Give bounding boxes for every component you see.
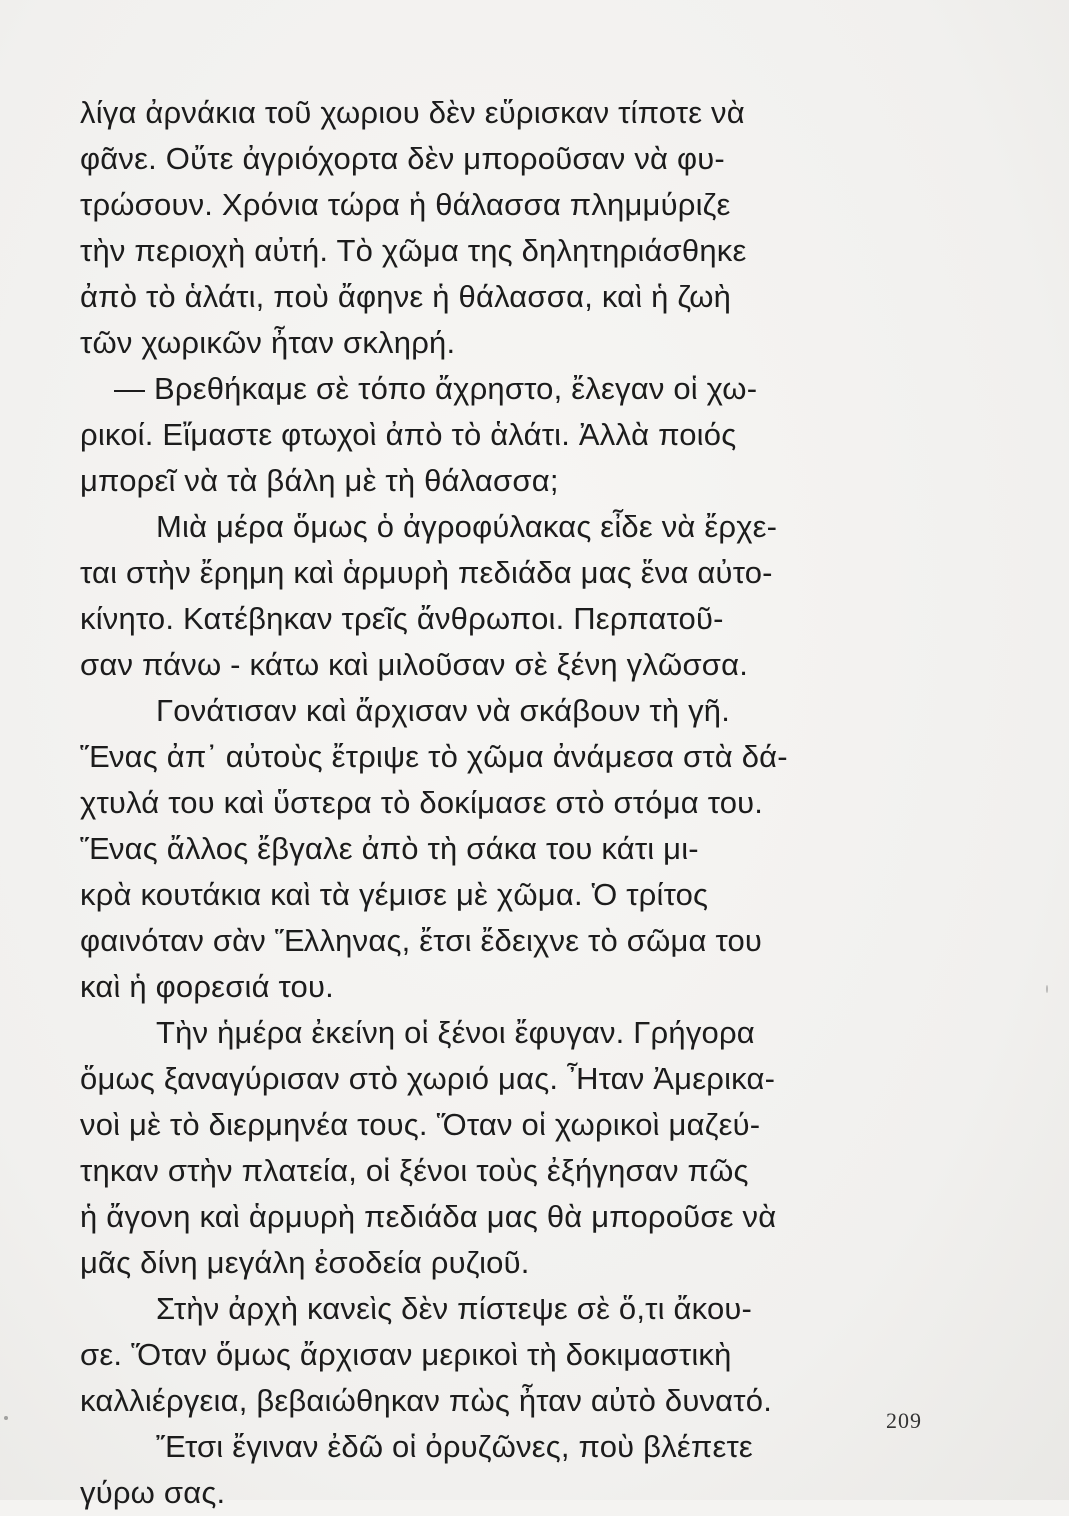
text-line: φαινόταν σὰν Ἕλληνας, ἔτσι ἔδειχνε τὸ σῶμα του [80,923,763,958]
text-line: λίγα ἀρνάκια τοῦ χωριου δὲν εὕρισκαν τίποτε νὰ [80,95,745,130]
text-line: Στὴν ἀρχὴ κανεὶς δὲν πίστεψε σὲ ὅ,τι ἄκου- [156,1291,753,1326]
text-line: καλλιέργεια, βεβαιώθηκαν πὼς ἦταν αὐτὸ δυνατό. [80,1383,773,1418]
text-line: ἀπὸ τὸ ἁλάτι, ποὺ ἄφηνε ἡ θάλασσα, καὶ ἡ ζωὴ [80,279,732,314]
text-line: μᾶς δίνη μεγάλη ἐσοδεία ρυζιοῦ. [80,1245,530,1280]
text-line: Ἔτσι ἔγιναν ἐδῶ οἱ ὀρυζῶνες, ποὺ βλέπετε [156,1429,753,1464]
text-line: χτυλά του καὶ ὕστερα τὸ δοκίμασε στὸ στόμα του. [80,785,764,820]
text-line: Μιὰ μέρα ὅμως ὁ ἀγροφύλακας εἶδε νὰ ἔρχε- [156,509,778,544]
text-line: τῶν χωρικῶν ἦταν σκληρή. [80,325,456,360]
text-line: μπορεῖ νὰ τὰ βάλη μὲ τὴ θάλασσα; [80,463,559,498]
text-line: γύρω σας. [80,1475,226,1510]
scan-speck [1046,985,1048,993]
text-line: Ἕνας ἀπ᾿ αὐτοὺς ἔτριψε τὸ χῶμα ἀνάμεσα στὰ δά- [80,739,788,774]
page-number: 209 [886,1408,922,1433]
text-line: Γονάτισαν καὶ ἄρχισαν νὰ σκάβουν τὴ γῆ. [156,693,731,728]
text-line: ἡ ἄγονη καὶ ἁρμυρὴ πεδιάδα μας θὰ μποροῦσε νὰ [80,1199,777,1234]
scan-speck [4,1416,8,1420]
text-line: κίνητο. Κατέβηκαν τρεῖς ἄνθρωποι. Περπατοῦ- [80,601,724,636]
text-line: σε. Ὅταν ὅμως ἄρχισαν μερικοὶ τὴ δοκιμαστικὴ [80,1337,732,1372]
text-line: τὴν περιοχὴ αὐτή. Τὸ χῶμα της δηλητηριάσθηκε [80,233,747,268]
text-line: ρικοί. Εἴμαστε φτωχοὶ ἀπὸ τὸ ἁλάτι. Ἀλλὰ ποιός [80,417,737,452]
text-line: σαν πάνω - κάτω καὶ μιλοῦσαν σὲ ξένη γλῶσσα. [80,647,749,682]
text-line: τηκαν στὴν πλατεία, οἱ ξένοι τοὺς ἐξήγησαν πῶς [80,1153,749,1188]
text-line: κρὰ κουτάκια καὶ τὰ γέμισε μὲ χῶμα. Ὁ τρίτος [80,877,709,912]
text-line: ται στὴν ἔρημη καὶ ἁρμυρὴ πεδιάδα μας ἕνα αὐτο- [80,555,773,590]
text-line: φᾶνε. Οὔτε ἀγριόχορτα δὲν μποροῦσαν νὰ φυ- [80,141,725,176]
text-line: — Βρεθήκαμε σὲ τόπο ἄχρηστο, ἔλεγαν οἱ χω- [114,371,758,406]
text-line: τρώσουν. Χρόνια τώρα ἡ θάλασσα πλημμύριζε [80,187,731,222]
text-line: καὶ ἡ φορεσιά του. [80,969,334,1004]
text-line: ὅμως ξαναγύρισαν στὸ χωριό μας. Ἦταν Ἀμερικα- [80,1061,776,1096]
text-line: νοὶ μὲ τὸ διερμηνέα τους. Ὅταν οἱ χωρικοὶ μαζεύ- [80,1107,761,1142]
text-line: Ἕνας ἄλλος ἔβγαλε ἀπὸ τὴ σάκα του κάτι μι- [80,831,699,866]
text-line: Τὴν ἡμέρα ἐκείνη οἱ ξένοι ἔφυγαν. Γρήγορα [156,1015,755,1050]
